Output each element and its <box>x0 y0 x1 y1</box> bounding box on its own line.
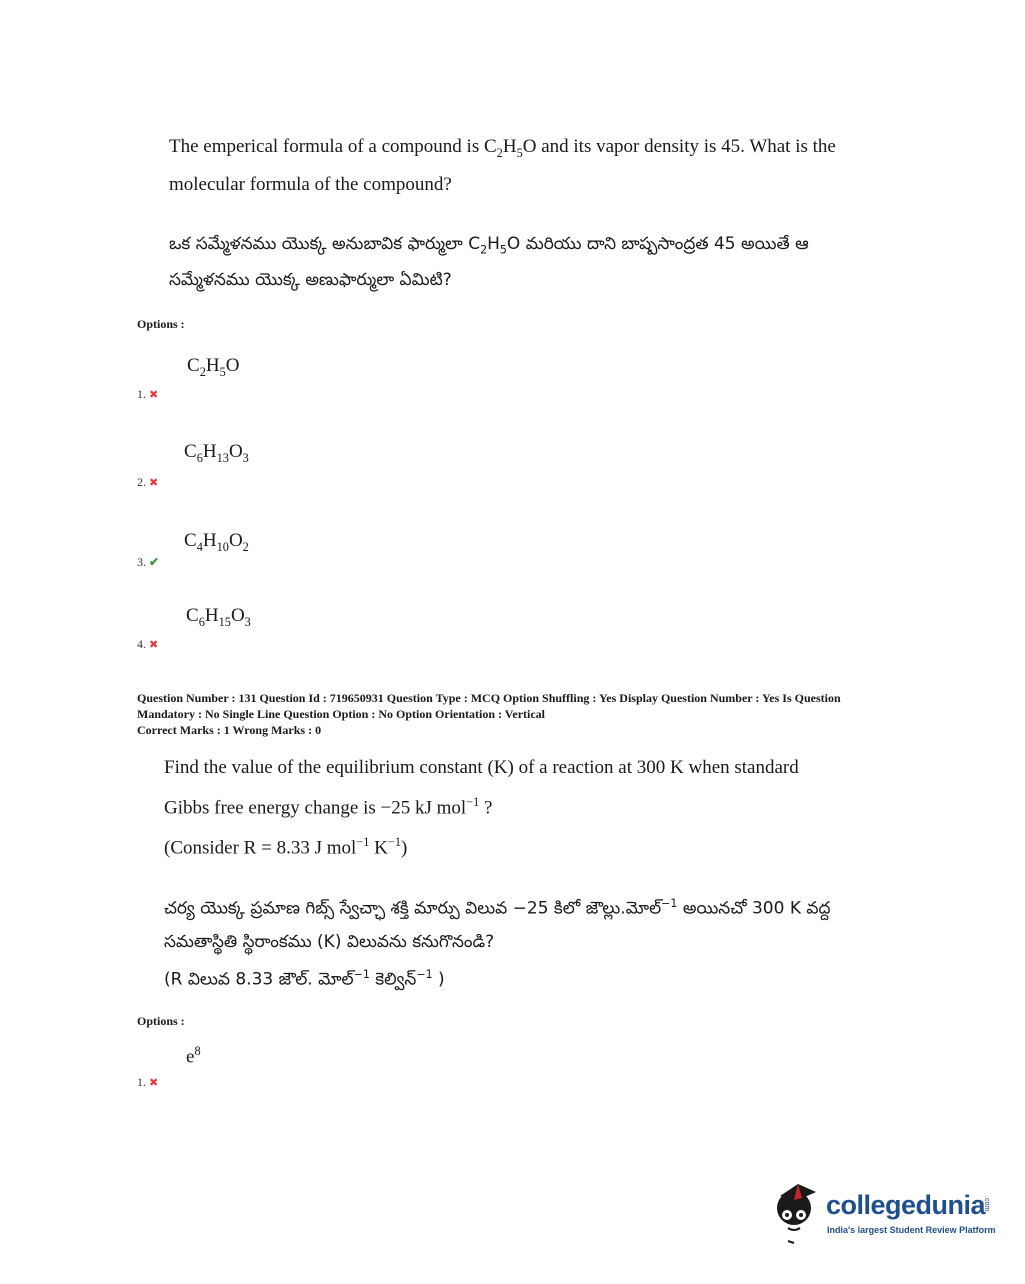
q2-english-line-1: Find the value of the equilibrium constant (K) of a reaction at 300 K when standard <box>164 757 799 778</box>
q1-telugu-line-1: ఒక సమ్మేళనము యొక్క అనుబావిక ఫార్ములా $C_2H_5O$ మరియు దాని బాష్పసాంద్రత 45 అయితే ఆ <box>169 234 809 257</box>
q1-option-4-formula: $C_6H_{15}O_3$ <box>186 605 251 629</box>
logo-suffix: .com <box>983 1196 990 1212</box>
q1-option-4-number: 4. ✖ <box>137 637 159 651</box>
cross-icon: ✖ <box>149 639 159 651</box>
cross-icon: ✖ <box>149 1077 159 1089</box>
q2-telugu-line-2: సమతాస్థితి స్థిరాంకము (K) విలువను కనుగొనండి? <box>164 932 495 952</box>
logo-tagline: India's largest Student Review Platform <box>827 1225 996 1235</box>
cross-icon: ✖ <box>149 477 159 489</box>
q1-option-1-number: 1. ✖ <box>137 387 159 401</box>
q1-telugu-line-2: సమ్మేళనము యొక్క అణుఫార్ములా ఏమిటి? <box>169 270 452 290</box>
check-icon: ✔ <box>149 555 160 569</box>
q1-english-line-1: The emperical formula of a compound is $C_2H_5O$ and its vapor density is 45. What is the <box>169 136 836 160</box>
mascot-icon <box>768 1178 826 1248</box>
q2-option-1-number: 1. ✖ <box>137 1075 159 1089</box>
q1-option-3-formula: $C_4H_{10}O_2$ <box>184 530 249 554</box>
q1-options-label: Options : <box>137 317 185 331</box>
collegedunia-logo <box>768 1178 996 1248</box>
q2-option-1-formula: $e^8$ <box>186 1044 201 1068</box>
question-metadata: Question Number : 131 Question Id : 719650931 Question Type : MCQ Option Shuffling : Yes Display Question Number : Yes Is Question Mandatory : No Single Line Question Option : No Option Orientation : Vertical Correct Marks : 1 Wrong Marks : 0 <box>137 691 841 737</box>
logo-name: collegedunia <box>826 1190 986 1220</box>
q2-english-line-2: Gibbs free energy change is −25 kJ mol$^{-1}$ ? <box>164 795 493 819</box>
q2-options-label: Options : <box>137 1014 185 1028</box>
q1-english-line-2: molecular formula of the compound? <box>169 174 452 195</box>
q2-telugu-line-3: (R విలువ 8.33 జౌల్. మోల్$^{-1}$ కెల్విన్$^{-1}$ ) <box>164 968 445 990</box>
q1-option-3-number: 3. ✔ <box>137 555 160 569</box>
q2-english-line-3: (Consider R = 8.33 J mol$^{-1}$ $K^{-1}$) <box>164 835 408 859</box>
q1-option-2-formula: $C_6H_{13}O_3$ <box>184 441 249 465</box>
q1-option-2-number: 2. ✖ <box>137 475 159 489</box>
cross-icon: ✖ <box>149 389 159 401</box>
q2-telugu-line-1: చర్య యొక్క ప్రమాణ గిబ్స్ స్వేచ్ఛా శక్తి మార్పు విలువ −25 కిలో జౌల్లు.మోల్$^{-1}$ అయినచో 300 K వద్ద <box>164 897 831 919</box>
q1-option-1-formula: $C_2H_5O$ <box>187 355 240 379</box>
